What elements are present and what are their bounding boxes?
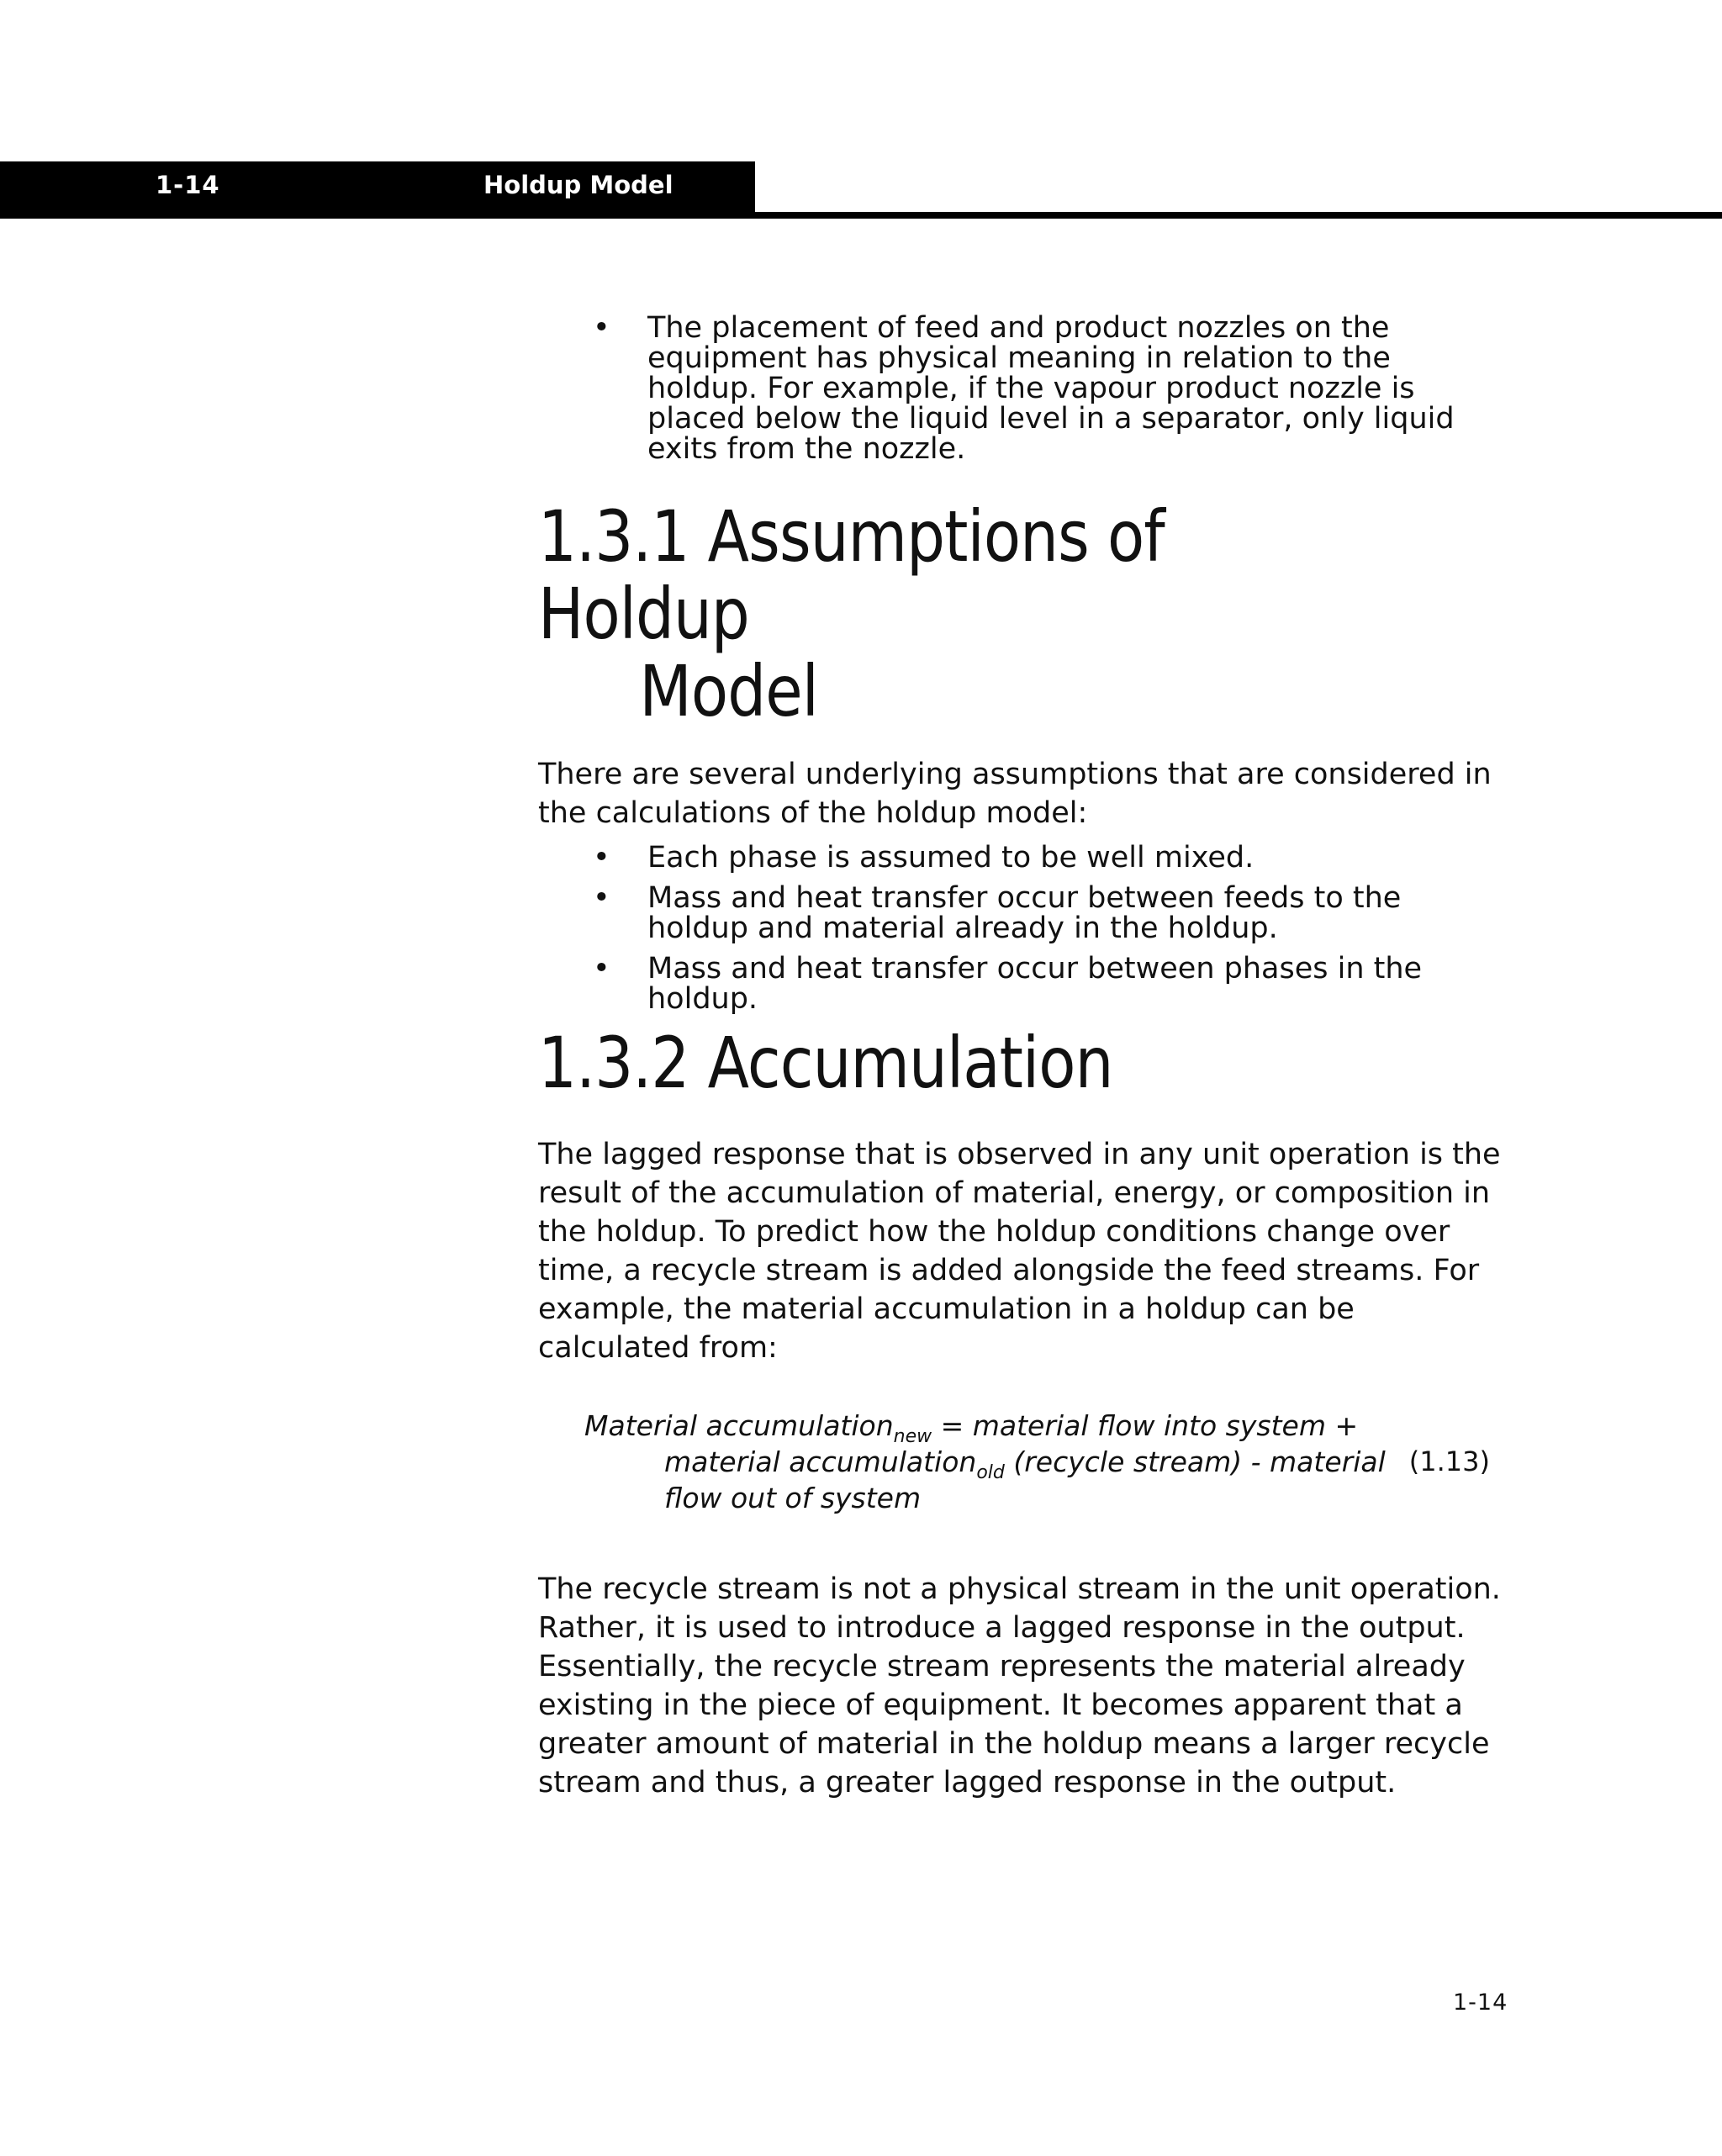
equation-line-2: material accumulation$_{old}$ (recycle stream) - material — [664, 1445, 1386, 1483]
bullet-text: The placement of feed and product nozzles on the equipment has physical meaning in relation to the holdup. For example, if the vapour product nozzle is placed below the liquid level in a separator, only liquid exits from the nozzle. — [647, 311, 1455, 466]
bullet-text: Each phase is assumed to be well mixed. — [647, 841, 1255, 875]
equation-line-1: Material accumulation$_{new}$ = material flow into system + — [584, 1409, 1359, 1447]
equation-1-13 — [538, 1408, 1505, 1516]
section-heading-accumulation — [538, 1024, 1370, 1102]
bullet-text: Mass and heat transfer occur between phases in the holdup. — [647, 952, 1423, 1016]
footer-page-number: 1-14 — [1453, 1990, 1508, 2016]
heading-line-1: 1.3.1 Assumptions of Holdup — [538, 495, 1165, 655]
equation-line-3: flow out of system — [664, 1482, 922, 1514]
intro-bullet-list — [538, 313, 1505, 464]
heading-line-2: Model — [639, 650, 819, 732]
header-page-number: 1-14 — [156, 171, 220, 199]
list-item — [538, 954, 1505, 1014]
subscript-new: new — [893, 1426, 932, 1447]
section-heading-assumptions — [538, 495, 1370, 732]
list-item — [538, 883, 1505, 943]
bullet-icon: • — [593, 841, 610, 875]
header-title: Holdup Model — [483, 171, 673, 199]
accumulation-paragraph-2: The recycle stream is not a physical stream in the unit operation. Rather, it is used to introduce a lagged response in the output. Essentially, the recycle stream represents the material already existing in the piece of equipment. It becomes apparent that a greater amount of material in the holdup means a larger recycle stream and thus, a greater lagged response in the output. — [538, 1572, 1501, 1799]
assumptions-intro: There are several underlying assumptions that are considered in the calculations of the holdup model: — [538, 758, 1492, 830]
heading-line-1: 1.3.2 Accumulation — [538, 1022, 1113, 1104]
bullet-icon: • — [593, 311, 610, 345]
accumulation-paragraph-1: The lagged response that is observed in any unit operation is the result of the accumulation of material, energy, or composition in the holdup. To predict how the holdup conditions change over time, a recycle stream is added alongside the feed streams. For example, the material accumulation in a holdup can be calculated from: — [538, 1138, 1501, 1365]
bullet-icon: • — [593, 881, 610, 915]
page-content — [538, 313, 1505, 1802]
equation-number: (1.13) — [1408, 1445, 1490, 1477]
header-rule — [0, 212, 1722, 219]
bullet-icon: • — [593, 952, 610, 986]
assumptions-bullet-list — [538, 843, 1505, 1014]
bullet-text: Mass and heat transfer occur between feeds to the holdup and material already in the holdup. — [647, 881, 1402, 945]
list-item — [538, 313, 1505, 464]
subscript-old: old — [976, 1462, 1005, 1483]
list-item — [538, 843, 1505, 873]
